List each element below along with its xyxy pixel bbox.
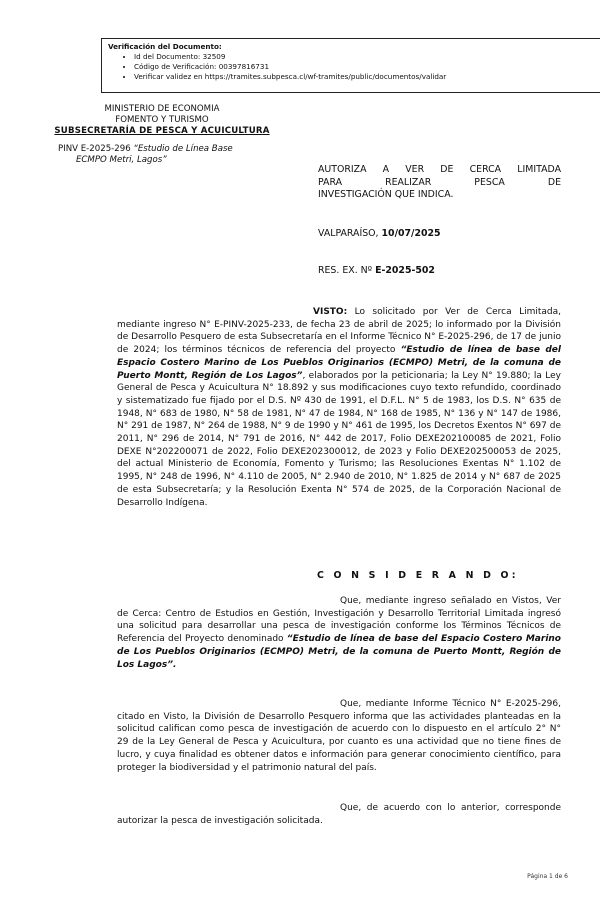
subsecretaria-line: SUBSECRETARÍA DE PESCA Y ACUICULTURA [54, 125, 270, 136]
summary-line-2: PARA REALIZAR PESCA DE [318, 176, 561, 188]
resolution-number [318, 265, 435, 276]
page-number: Página 1 de 6 [527, 873, 568, 880]
considerando-3-text: Que, de acuerdo con lo anterior, corresponde autorizar la pesca de investigación solicitada. [117, 803, 561, 826]
verification-box [101, 38, 600, 93]
visto-section [117, 306, 561, 509]
visto-text-a: Lo solicitado por Ver de Cerca Limitada, mediante ingreso N° E-PINV-2025-233, de fecha 23 de abril de 2025; lo informado por la División de Desarrollo Pesquero de esta Subsecretaría en el Informe Técnico N° E-2025-296, de 17 de junio de 2024; los términos técnicos de referencia del proyecto [117, 307, 561, 356]
date-place: VALPARAÍSO, [318, 228, 382, 239]
resolution-prefix: RES. EX. Nº [318, 265, 376, 276]
considerando-1-project: “Estudio de línea de base del Espacio Costero Marino de Los Pueblos Originarios (ECMPO) Metri, de la comuna de Puerto Montt, Región de Los Lagos” [117, 634, 561, 670]
considerando-1-text: Que, mediante ingreso señalado en Vistos, Ver de Cerca: Centro de Estudios en Gestión, Investigación y Desarrollo Territorial Limitada ingresó una solicitud para desarrollar una pesca de investigación conforme los Términos Técnicos de Referencia del Proyecto denominado [117, 596, 561, 645]
considerando-2-text: Que, mediante Informe Técnico N° E-2025-296, citado en Visto, la División de Desarrollo Pesquero informa que las actividades planteadas en la solicitud califican como pesca de investigación de acuerdo con lo dispuesto en el artículo 2° N° 29 de la Ley General de Pesca y Acuicultura, por cuanto es una actividad que no tiene fines de lucro, y cuya finalidad es obtener datos e información para generar conocimiento científico, para proteger la biodiversidad y el patrimonio natural del país. [117, 699, 561, 773]
pinv-code: PINV E-2025-296 [58, 144, 134, 154]
summary-line-1: AUTORIZA A VER DE CERCA LIMITADA [318, 164, 561, 175]
considerando-paragraph-1 [117, 595, 561, 671]
verification-title: Verificación del Documento: [108, 42, 222, 51]
verification-code: • Código de Verificación: 00397816731 [134, 62, 600, 72]
verification-url[interactable]: • Verificar validez en https://tramites.subpesca.cl/wf-tramites/public/documentos/validar [134, 72, 600, 82]
considerando-heading: C O N S I D E R A N D O: [317, 570, 519, 581]
summary-line-3: INVESTIGACIÓN QUE INDICA. [318, 189, 454, 200]
visto-text-b: , elaborados por la peticionaria; la Ley N° 19.880; la Ley General de Pesca y Acuicultura N° 18.892 y sus modificaciones cuyo texto refundido, coordinado y sistematizado fue fijado por el D.S. Nº 430 de 1991, el D.F.L. N° 5 de 1983, los D.S. N° 635 de 1948, N° 683 de 1980, N° 58 de 1981, N° 47 de 1984, N° 168 de 1985, N° 136 y N° 147 de 1986, N° 291 de 1987, N° 264 de 1988, N° 9 de 1990 y N° 461 de 1995, los Decretos Exentos N° 697 de 2011, N° 296 de 2014, N° 791 de 2016, N° 442 de 2017, Folio DEXE202100085 de 2021, Folio DEXE N°202200071 de 2022, Folio DEXE202300012, de 2023 y Folio DEXE202500053 de 2025, del actual Ministerio de Economía, Fomento y Turismo; las Resoluciones Exentas N° 1.102 de 1995, N° 248 de 1996, N° 4.110 de 2005, N° 2.940 de 2010, N° 1.825 de 2014 y N° 687 de 2025 de esta Subsecretaría; y la Resolución Exenta N° 574 de 2025, de la Corporación Nacional de Desarrollo Indígena. [117, 370, 561, 508]
visto-label: VISTO: [313, 307, 348, 317]
considerando-1-end: . [173, 659, 177, 670]
document-id: • Id del Documento: 32509 [134, 52, 600, 62]
pinv-title-1: “Estudio de Línea Base [133, 144, 233, 154]
verification-list [108, 52, 600, 82]
resolution-code: E-2025-502 [375, 265, 435, 276]
ministry-line-2: FOMENTO Y TURISMO [115, 114, 209, 125]
date-value: 10/07/2025 [381, 228, 441, 239]
resolution-summary [318, 164, 561, 202]
pinv-title-2: ECMPO Metri, Lagos” [76, 154, 167, 165]
ministry-line-1: MINISTERIO DE ECONOMIA [104, 104, 220, 114]
considerando-paragraph-3 [117, 802, 561, 827]
pinv-reference [58, 144, 233, 165]
considerando-paragraph-2 [117, 698, 561, 774]
visto-project-title: “Estudio de línea de base del Espacio Costero Marino de Los Pueblos Originarios (ECMPO) Metri, de la comuna de Puerto Montt, Región de Los Lagos” [117, 345, 561, 381]
resolution-date [318, 228, 441, 239]
ministry-header [36, 104, 288, 136]
